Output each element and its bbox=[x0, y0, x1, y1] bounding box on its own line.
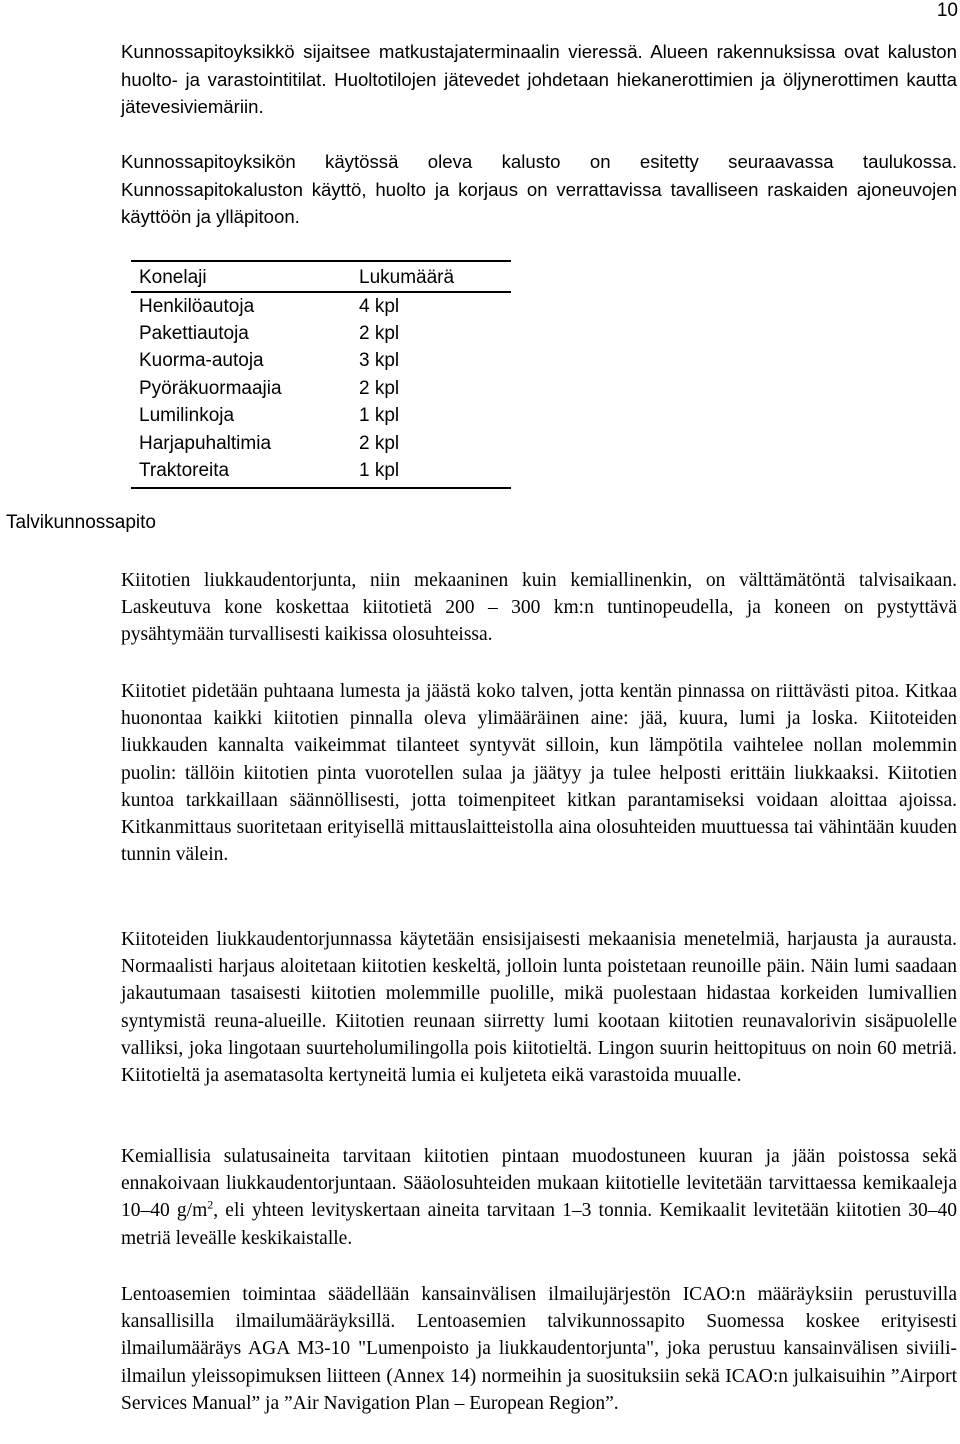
table-cell-type: Traktoreita bbox=[131, 457, 351, 487]
table-cell-count: 1 kpl bbox=[359, 405, 400, 427]
intro-paragraph-2: Kunnossapitoyksikön käytössä oleva kalusto on esitetty seuraavassa taulukossa. Kunnossapitokaluston käyttö, huolto ja korjaus on verrattavissa tavalliseen raskaiden ajoneuvojen käyttöön ja ylläpitoon. bbox=[121, 151, 957, 228]
intro-paragraph-1: Kunnossapitoyksikkö sijaitsee matkustajaterminaalin vieressä. Alueen rakennuksissa ovat kaluston huolto- ja varastointitilat. Huoltotilojen jätevedet johdetaan hiekanerottimien ja öljynerottimen kautta jätevesiviemäriin. bbox=[121, 41, 957, 118]
table-cell-count: 4 kpl bbox=[359, 295, 400, 317]
winter-paragraph-1: Kiitotien liukkaudentorjunta, niin mekaaninen kuin kemiallinenkin, on välttämätöntä talvisaikaan. Laskeutuva kone koskettaa kiitotietä 200 – 300 km:n tuntinopeudella, ja koneen on pystyttävä pysähtymään turvallisesti kaikissa olosuhteissa. bbox=[121, 570, 957, 646]
table-row bbox=[131, 348, 511, 375]
table-row bbox=[131, 375, 511, 402]
table-cell-type: Pyöräkuormaajia bbox=[139, 377, 282, 399]
winter-paragraph-5: Lentoasemien toimintaa säädellään kansainvälisen ilmailujärjestön ICAO:n määräyksiin perustuvilla kansallisilla ilmailumääräyksillä. Lentoasemien talvikunnossapito Suomessa koskee erityisesti ilmailumääräys AGA M3-10 "Lumenpoisto ja liukkaudentorjunta", joka perustuu kansainvälisen siviili-ilmailun yleissopimuksen liitteen (Annex 14) normeihin ja suosituksiin sekä ICAO:n julkaisuihin ”Airport Services Manual” ja ”Air Navigation Plan – European Region”. bbox=[121, 1284, 957, 1414]
table-cell-type: Lumilinkoja bbox=[139, 405, 235, 427]
table-cell-count: 1 kpl bbox=[351, 457, 511, 487]
table-cell-type: Pakettiautoja bbox=[139, 323, 249, 345]
winter-paragraph-3: Kiitoteiden liukkaudentorjunnassa käytetään ensisijaisesti mekaanisia menetelmiä, harjausta ja aurausta. Normaalisti harjaus aloitetaan kiitotien keskeltä, jolloin lunta poistetaan reunoille päin. Näin lumi saadaan jakautumaan tasaisesti kiitotien molemmille puolille, mikä puolestaan hidastaa korkeiden lumivallien syntymistä reuna-alueille. Kiitotien reunaan siirretty lumi kootaan kiitotien reunavalorivin sisäpuolelle valliksi, joka lingotaan suurteholumilingolla pois kiitotieltä. Lingon suurin heittopituus on noin 60 metriä. Kiitotieltä ja asematasolta kertyneitä lumia ei kuljeteta eikä varastoida muualle. bbox=[121, 929, 957, 1087]
table-row bbox=[131, 430, 511, 457]
table-row bbox=[131, 403, 511, 430]
superscript: 2 bbox=[207, 1197, 214, 1212]
table-row bbox=[131, 292, 511, 320]
paragraph-text: Kemiallisia sulatusaineita tarvitaan kiitotien pintaan muodostuneen kuuran ja jään poistossa sekä ennakoivaan liukkaudentorjuntaan. Sääolosuhteiden mukaan kiitotielle levitetään tarvittaessa kemikaaleja 10–40 g/m bbox=[121, 1146, 957, 1222]
table-row bbox=[131, 320, 511, 347]
table-cell-type: Henkilöautoja bbox=[139, 295, 255, 317]
table-cell-count: 2 kpl bbox=[359, 377, 400, 399]
table-row bbox=[131, 457, 511, 487]
section-heading: Talvikunnossapito bbox=[6, 512, 156, 533]
page-number: 10 bbox=[936, 0, 958, 21]
table-cell-count: 2 kpl bbox=[359, 432, 400, 454]
table-cell-count: 2 kpl bbox=[359, 323, 400, 345]
winter-paragraph-4 bbox=[121, 1143, 957, 1252]
column-header-count: Lukumäärä bbox=[351, 261, 511, 292]
table-cell-type: Kuorma-autoja bbox=[139, 350, 264, 372]
table-cell-type: Harjapuhaltimia bbox=[139, 432, 272, 454]
column-header-type: Konelaji bbox=[131, 261, 351, 292]
paragraph-text: , eli yhteen levityskertaan aineita tarvitaan 1–3 tonnia. Kemikaalit levitetään kiitotien 30–40 metriä leveälle keskikaistalle. bbox=[121, 1200, 957, 1249]
equipment-table bbox=[131, 260, 511, 489]
table-cell-count: 3 kpl bbox=[359, 350, 400, 372]
winter-paragraph-2: Kiitotiet pidetään puhtaana lumesta ja jäästä koko talven, jotta kentän pinnassa on riittävästi pitoa. Kitkaa huonontaa kaikki kiitotien pinnalla oleva ylimääräinen aine: jää, kuura, lumi ja loska. Kiitoteiden liukkauden kannalta vaikeimmat tilanteet syntyvät silloin, kun lämpötila vaihtelee nollan molemmin puolin: tällöin kiitotien pinta vuorotellen sulaa ja jäätyy ja tulee helposti erittäin liukkaaksi. Kiitotien kuntoa tarkkaillaan säännöllisesti, jotta toimenpiteet kitkan parantamiseksi voidaan aloittaa ajoissa. Kitkanmittaus suoritetaan erityisellä mittauslaitteistolla aina olosuhteiden muuttuessa tai vähintään kuuden tunnin välein. bbox=[121, 681, 957, 866]
table-header-row bbox=[131, 261, 511, 292]
